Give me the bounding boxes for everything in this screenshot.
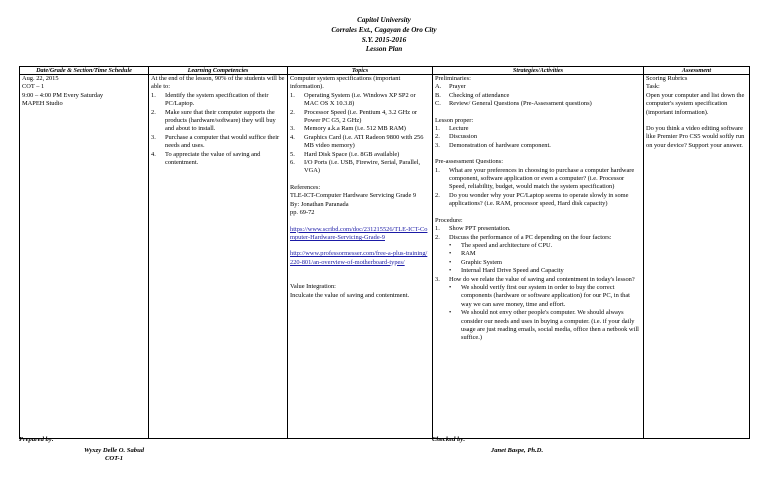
list-item <box>435 125 641 133</box>
col-header-topics: Topics <box>288 67 433 75</box>
pre-assessment-list <box>435 167 641 209</box>
bullet-icon: • <box>449 309 452 317</box>
assessment-question: Do you think a video editing software like Premier Pro CS5 would softly run on your device? Support your answer. <box>646 125 745 149</box>
item-text: We should not envy other people's computer. We should always consider our needs and uses in buying a computer. (i.e. if your daily usage are just reading emails, social media, office then a netbook will suffice.) <box>461 309 639 342</box>
list-item <box>435 133 641 141</box>
value-integration-label: Value Integration: <box>290 283 336 291</box>
item-text: Prayer <box>449 83 466 91</box>
schedule-date: Aug. 22, 2015 <box>22 75 59 82</box>
schedule-cell <box>20 75 149 439</box>
topics-cell <box>288 75 433 439</box>
checked-by-name: Janet Baspe, Ph.D. <box>490 446 544 454</box>
reference-pages: pp. 69-72 <box>290 209 315 217</box>
value-points-list <box>435 284 641 343</box>
item-text: Hard Disk Space (i.e. 8GB available) <box>304 150 400 158</box>
procedure-list <box>435 225 641 242</box>
item-text: Make sure that their computer supports the products (hardware/software) they will buy and about to install. <box>165 108 276 133</box>
item-text: How do we relate the value of saving and contentment in today's lesson? <box>449 275 635 283</box>
list-item <box>449 284 641 309</box>
item-number: 3. <box>435 275 440 283</box>
item-number: 4. <box>290 133 295 141</box>
list-item <box>449 242 641 250</box>
list-item <box>290 151 430 159</box>
col-header-strategies: Strategies/Activities <box>433 67 644 75</box>
competencies-intro: At the end of the lesson, 90% of the students will be able to: <box>151 75 285 91</box>
item-text: Discuss the performance of a PC depending on the four factors: <box>449 233 612 241</box>
item-number: 1. <box>151 91 156 99</box>
list-item <box>151 109 285 134</box>
checked-by-block <box>432 436 582 455</box>
references-label: References: <box>290 183 321 191</box>
table-header-row <box>20 67 750 75</box>
prepared-by-label: Prepared by: <box>19 436 54 443</box>
pre-assessment-label: Pre-assessment Questions: <box>435 158 503 166</box>
prepared-by-name: Wyxzy Delle O. Sabud <box>83 446 145 454</box>
list-item <box>435 276 641 284</box>
scoring-rubrics: Scoring Rubrics <box>646 75 688 82</box>
bullet-icon: • <box>449 241 452 249</box>
school-address: Corrales Ext., Cagayan de Oro City <box>331 25 437 34</box>
item-text: What are your preferences in choosing to purchase a computer hardware component, software application or even a computer? (i.e. Processor Speed, reliability, budget, would match the system specification) <box>449 166 635 191</box>
item-number: 2. <box>435 133 440 141</box>
item-text: Graphics Card (i.e. ATI Radeon 9800 with 256 MB video memory) <box>304 133 424 150</box>
prepared-by-block <box>19 436 169 464</box>
bullet-icon: • <box>449 250 452 258</box>
col-header-competencies: Learning Competencies <box>149 67 288 75</box>
list-item <box>435 192 641 209</box>
schedule-room: MAPEH Studio <box>22 100 63 108</box>
item-text: Show PPT presentation. <box>449 225 511 233</box>
item-number: C. <box>435 100 441 108</box>
item-number: 2. <box>435 233 440 241</box>
value-integration-text: Inculcate the value of saving and contentment. <box>290 291 410 299</box>
prepared-by-role: COT-1 <box>104 455 124 463</box>
item-number: 3. <box>151 133 156 141</box>
checked-by-label: Checked by: <box>432 436 466 443</box>
item-number: 6. <box>290 159 295 167</box>
list-item <box>435 167 641 192</box>
list-item <box>449 250 641 258</box>
list-item <box>151 134 285 151</box>
item-text: Checking of attendance <box>449 91 510 99</box>
reference-title: TLE-ICT-Computer Hardware Servicing Grade 9 <box>290 192 417 200</box>
item-number: 4. <box>151 150 156 158</box>
item-number: 1. <box>435 166 440 174</box>
lesson-plan-table <box>19 66 750 439</box>
list-item <box>435 100 641 108</box>
item-text: To appreciate the value of saving and contentment. <box>165 150 261 167</box>
list-item <box>290 134 430 151</box>
item-text: Processor Speed (i.e. Pentium 4, 3.2 GHz or Power PC G5, 2 GHz) <box>304 108 418 125</box>
item-number: 5. <box>290 150 295 158</box>
schedule-time: 9:00 – 4:00 PM Every Saturday <box>22 91 104 99</box>
list-item <box>449 309 641 343</box>
table-row <box>20 75 750 439</box>
document-title: Lesson Plan <box>365 45 403 54</box>
item-text: Demonstration of hardware component. <box>449 141 551 149</box>
task-text: Open your computer and list down the computer's system specification (important information). <box>646 91 745 116</box>
list-item <box>290 109 430 126</box>
list-item <box>290 125 430 133</box>
item-text: Discussion <box>449 133 478 141</box>
bullet-icon: • <box>449 267 452 275</box>
bullet-icon: • <box>449 258 452 266</box>
item-text: Purchase a computer that would suffice their needs and uses. <box>165 133 280 150</box>
factors-list <box>435 242 641 276</box>
item-text: I/O Ports (i.e. USB, Firewire, Serial, Parallel, VGA) <box>304 159 421 175</box>
document-header <box>0 16 768 55</box>
col-header-schedule: Date/Grade & Section/Time Schedule <box>20 67 149 75</box>
list-item <box>449 259 641 267</box>
preliminaries-label: Preliminaries: <box>435 75 471 82</box>
task-label: Task: <box>646 83 660 91</box>
procedure-label: Procedure: <box>435 216 463 224</box>
item-number: A. <box>435 83 442 91</box>
list-item <box>435 83 641 91</box>
item-number: 3. <box>290 125 295 133</box>
bullet-icon: • <box>449 283 452 291</box>
item-text: Review/ General Questions (Pre-Assessment questions) <box>449 100 592 108</box>
procedure-list-cont <box>435 276 641 284</box>
competencies-list <box>151 92 285 168</box>
item-number: 3. <box>435 141 440 149</box>
item-text: Internal Hard Drive Speed and Capacity <box>461 267 564 275</box>
item-number: 2. <box>151 108 156 116</box>
item-number: 1. <box>435 125 440 133</box>
list-item <box>151 151 285 168</box>
list-item <box>435 92 641 100</box>
list-item <box>151 92 285 109</box>
list-item <box>449 267 641 275</box>
item-number: 2. <box>435 191 440 199</box>
item-text: The speed and architecture of CPU. <box>461 241 553 249</box>
school-year: S.Y. 2015-2016 <box>361 35 407 44</box>
lesson-proper-list <box>435 125 641 150</box>
topics-intro: Computer system specifications (important information). <box>290 75 401 91</box>
reference-link-scribd[interactable]: https://www.scribd.com/doc/231215526/TLE-ICT-Computer-Hardware-Servicing-Grade-9 <box>290 225 428 241</box>
item-number: 1. <box>290 91 295 99</box>
strategies-cell <box>433 75 644 439</box>
lesson-proper-label: Lesson proper: <box>435 116 474 124</box>
item-text: Memory a.k.a Ram (i.e. 512 MB RAM) <box>304 125 406 133</box>
list-item <box>290 159 430 176</box>
list-item <box>435 234 641 242</box>
col-header-assessment: Assessment <box>644 67 750 75</box>
item-text: RAM <box>461 250 476 258</box>
item-text: Lecture <box>449 125 469 133</box>
item-number: B. <box>435 91 441 99</box>
list-item <box>435 225 641 233</box>
reference-link-professormesser[interactable]: http://www.professormesser.com/free-a-plus-training/220-801/an-overview-of-motherboard-types/ <box>290 250 428 266</box>
item-text: Do you wonder why your PC/Laptop seems to operate slowly in some applications? (i.e. RAM, processor speed, Hard disk capacity) <box>449 191 629 208</box>
preliminaries-list <box>435 83 641 108</box>
schedule-section: COT – 1 <box>22 83 45 91</box>
assessment-cell <box>644 75 750 439</box>
reference-author: By: Jonathan Paranada <box>290 200 349 208</box>
competencies-cell <box>149 75 288 439</box>
item-number: 1. <box>435 225 440 233</box>
item-text: Identify the system specification of their PC/Laptop. <box>165 91 269 108</box>
list-item <box>435 142 641 150</box>
school-name: Capitol University <box>357 16 411 24</box>
item-number: 2. <box>290 108 295 116</box>
list-item <box>290 92 430 109</box>
item-text: Graphic System <box>461 258 502 266</box>
topics-list <box>290 92 430 176</box>
item-text: Operating System (i.e. Windows XP SP2 or MAC OS X 10.3.8) <box>304 91 416 108</box>
item-text: We should verify first our system in order to buy the correct components (hardware or software application) for our PC, in that way we can save money, time and effort. <box>461 283 630 308</box>
